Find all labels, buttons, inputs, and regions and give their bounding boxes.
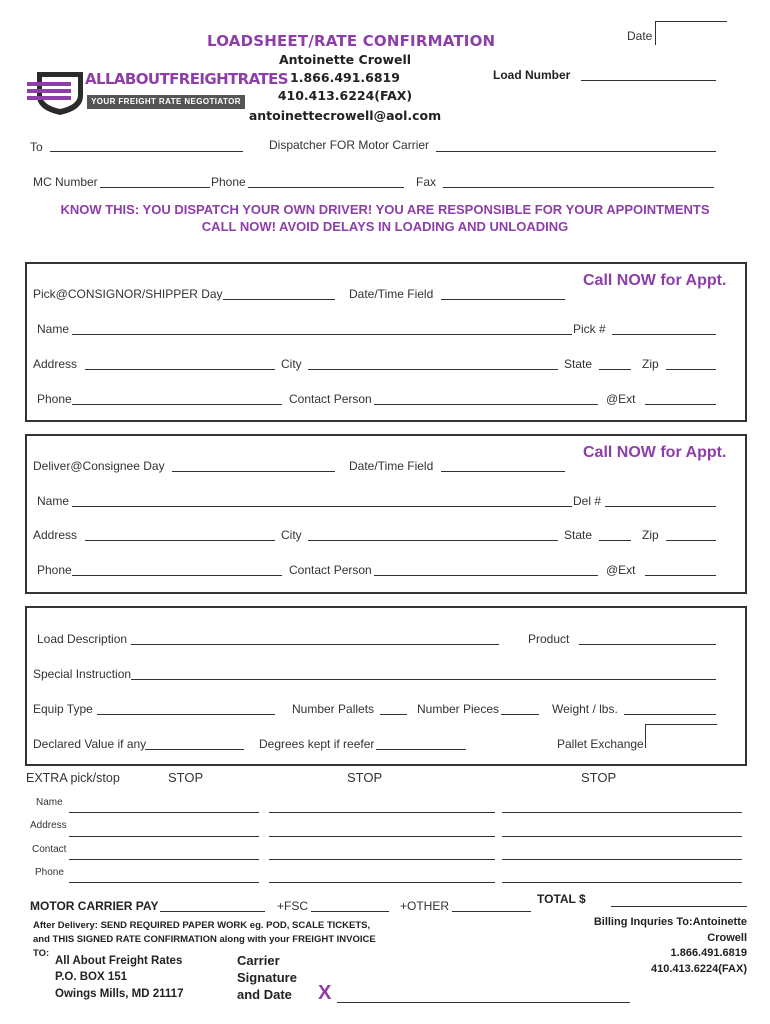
number-pallets-field[interactable] (380, 714, 407, 715)
contact-name: Antoinette Crowell (278, 52, 412, 67)
declared-value-label: Declared Value if any (33, 737, 147, 751)
carrier-pay-field[interactable] (160, 911, 265, 912)
phone-field[interactable] (248, 187, 404, 188)
delivery-city-label: City (281, 528, 302, 542)
mail-address-city: Owings Mills, MD 21117 (55, 988, 184, 1000)
pickup-name-label: Name (37, 322, 70, 336)
delivery-state-label: State (564, 528, 593, 542)
delivery-ext-label: @Ext (606, 563, 636, 577)
pickup-day-label: Pick@CONSIGNOR/SHIPPER Day (33, 287, 223, 301)
delivery-address-label: Address (33, 528, 78, 542)
pickup-num-label: Pick # (573, 322, 606, 336)
signature-label-2: Signature (237, 970, 297, 985)
to-field[interactable] (50, 151, 243, 152)
pickup-city-field[interactable] (308, 369, 558, 370)
degrees-reefer-field[interactable] (376, 749, 466, 750)
declared-value-field[interactable] (145, 749, 244, 750)
load-description-label: Load Description (37, 632, 128, 646)
pickup-ext-field[interactable] (645, 404, 716, 405)
shield-logo-icon (27, 68, 89, 116)
product-field[interactable] (579, 644, 716, 645)
stop-header-2: STOP (347, 770, 383, 785)
stop2-address-field[interactable] (269, 836, 495, 837)
mc-number-field[interactable] (100, 187, 210, 188)
equip-type-label: Equip Type (33, 702, 93, 716)
stop3-phone-field[interactable] (502, 882, 742, 883)
pickup-address-field[interactable] (85, 369, 275, 370)
delivery-ext-field[interactable] (645, 575, 716, 576)
billing-fax: 410.413.6224(FAX) (650, 963, 747, 975)
delivery-contact-field[interactable] (374, 575, 598, 576)
degrees-reefer-label: Degrees kept if reefer (259, 737, 375, 751)
delivery-phone-label: Phone (37, 563, 72, 577)
delivery-contact-label: Contact Person (289, 563, 372, 577)
mail-address-box: P.O. BOX 151 (55, 971, 128, 983)
delivery-day-field[interactable] (172, 471, 335, 472)
signature-label-3: and Date (237, 987, 292, 1002)
load-number-field[interactable] (581, 80, 716, 81)
extra-stop-label: EXTRA pick/stop (26, 771, 120, 785)
load-description-field[interactable] (131, 644, 499, 645)
pickup-num-field[interactable] (612, 334, 716, 335)
total-field[interactable] (611, 906, 747, 907)
pickup-datetime-label: Date/Time Field (349, 287, 434, 301)
delivery-day-label: Deliver@Consignee Day (33, 459, 165, 473)
stop3-contact-field[interactable] (502, 859, 742, 860)
pickup-zip-label: Zip (642, 357, 659, 371)
delivery-num-field[interactable] (605, 506, 716, 507)
pickup-contact-label: Contact Person (289, 392, 372, 406)
special-instruction-label: Special Instruction (33, 667, 132, 681)
stop1-contact-field[interactable] (69, 859, 259, 860)
delivery-datetime-field[interactable] (441, 471, 565, 472)
stop-header-3: STOP (581, 770, 617, 785)
signature-field[interactable] (337, 1002, 630, 1003)
pickup-phone-field[interactable] (72, 404, 282, 405)
pallet-exchange-label: Pallet Exchange (557, 737, 644, 751)
stop1-address-field[interactable] (69, 836, 259, 837)
other-field[interactable] (452, 911, 531, 912)
contact-phone: 1.866.491.6819 (290, 70, 400, 85)
billing-line-2: Crowell (707, 932, 747, 944)
pickup-state-field[interactable] (599, 369, 631, 370)
date-field[interactable] (655, 21, 727, 45)
pickup-contact-field[interactable] (374, 404, 598, 405)
stop1-name-field[interactable] (69, 812, 259, 813)
contact-fax: 410.413.6224(FAX) (277, 88, 413, 103)
dispatcher-label: Dispatcher FOR Motor Carrier (269, 138, 430, 152)
logo-text: ALLABOUTFREIGHTRATES (85, 70, 288, 88)
total-label: TOTAL $ (537, 892, 586, 906)
delivery-city-field[interactable] (308, 540, 558, 541)
stop3-name-field[interactable] (502, 812, 742, 813)
stop2-contact-field[interactable] (269, 859, 495, 860)
delivery-phone-field[interactable] (72, 575, 282, 576)
pickup-phone-label: Phone (37, 392, 72, 406)
instructions-to-label: TO: (33, 948, 50, 959)
billing-line-1: Billing Inquries To:Antoinette (593, 916, 747, 928)
pickup-zip-field[interactable] (666, 369, 716, 370)
delivery-name-label: Name (37, 494, 70, 508)
pickup-state-label: State (564, 357, 593, 371)
mail-address-name: All About Freight Rates (55, 955, 183, 967)
instructions-line-1: After Delivery: SEND REQUIRED PAPER WORK eg. POD, SCALE TICKETS, (33, 920, 371, 931)
pickup-address-label: Address (33, 357, 78, 371)
signature-x-mark: X (318, 982, 332, 1004)
extra-contact-label: Contact (32, 844, 67, 855)
fax-label: Fax (416, 175, 437, 189)
stop2-phone-field[interactable] (269, 882, 495, 883)
form-title: LOADSHEET/RATE CONFIRMATION (207, 32, 496, 50)
instructions-line-2: and THIS SIGNED RATE CONFIRMATION along with your FREIGHT INVOICE (33, 934, 376, 945)
contact-email[interactable]: antoinettecrowell@aol.com (248, 108, 442, 123)
stop1-phone-field[interactable] (69, 882, 259, 883)
billing-phone: 1.866.491.6819 (670, 947, 747, 959)
weight-label: Weight / lbs. (552, 702, 618, 716)
pickup-city-label: City (281, 357, 302, 371)
number-pieces-label: Number Pieces (417, 702, 500, 716)
stop-header-1: STOP (168, 770, 204, 785)
phone-label: Phone (211, 175, 246, 189)
fsc-label: +FSC (277, 899, 309, 913)
delivery-call-now: Call NOW for Appt. (583, 444, 727, 461)
pickup-day-field[interactable] (223, 299, 335, 300)
date-label: Date (627, 29, 653, 43)
product-label: Product (528, 632, 570, 646)
pickup-name-field[interactable] (72, 334, 572, 335)
equip-type-field[interactable] (97, 714, 275, 715)
dispatcher-field[interactable] (436, 151, 716, 152)
pickup-ext-label: @Ext (606, 392, 636, 406)
pallet-exchange-field[interactable] (645, 724, 717, 748)
stop2-name-field[interactable] (269, 812, 495, 813)
delivery-name-field[interactable] (72, 506, 572, 507)
load-number-label: Load Number (493, 68, 571, 82)
pickup-call-now: Call NOW for Appt. (583, 272, 727, 289)
carrier-pay-label: MOTOR CARRIER PAY (30, 899, 159, 913)
delivery-state-field[interactable] (599, 540, 631, 541)
mc-number-label: MC Number (33, 175, 98, 189)
delivery-num-label: Del # (573, 494, 602, 508)
stop3-address-field[interactable] (502, 836, 742, 837)
extra-address-label: Address (30, 820, 67, 831)
number-pieces-field[interactable] (501, 714, 539, 715)
company-logo (27, 68, 288, 118)
warning-line-1: KNOW THIS: YOU DISPATCH YOUR OWN DRIVER! YOU ARE RESPONSIBLE FOR YOUR APPOINTMENTS (60, 202, 710, 217)
to-label: To (30, 140, 43, 154)
delivery-zip-label: Zip (642, 528, 659, 542)
warning-line-2: CALL NOW! AVOID DELAYS IN LOADING AND UNLOADING (201, 219, 569, 234)
delivery-datetime-label: Date/Time Field (349, 459, 434, 473)
signature-label-1: Carrier (237, 953, 280, 968)
number-pallets-label: Number Pallets (292, 702, 375, 716)
logo-tagline: YOUR FREIGHT RATE NEGOTIATOR (87, 95, 245, 109)
weight-field[interactable] (624, 714, 716, 715)
special-instruction-field[interactable] (131, 679, 716, 680)
pickup-datetime-field[interactable] (441, 299, 565, 300)
delivery-zip-field[interactable] (666, 540, 716, 541)
fsc-field[interactable] (311, 911, 389, 912)
extra-name-label: Name (36, 797, 63, 808)
extra-phone-label: Phone (35, 867, 64, 878)
other-label: +OTHER (400, 899, 450, 913)
fax-field[interactable] (443, 187, 714, 188)
delivery-address-field[interactable] (85, 540, 275, 541)
